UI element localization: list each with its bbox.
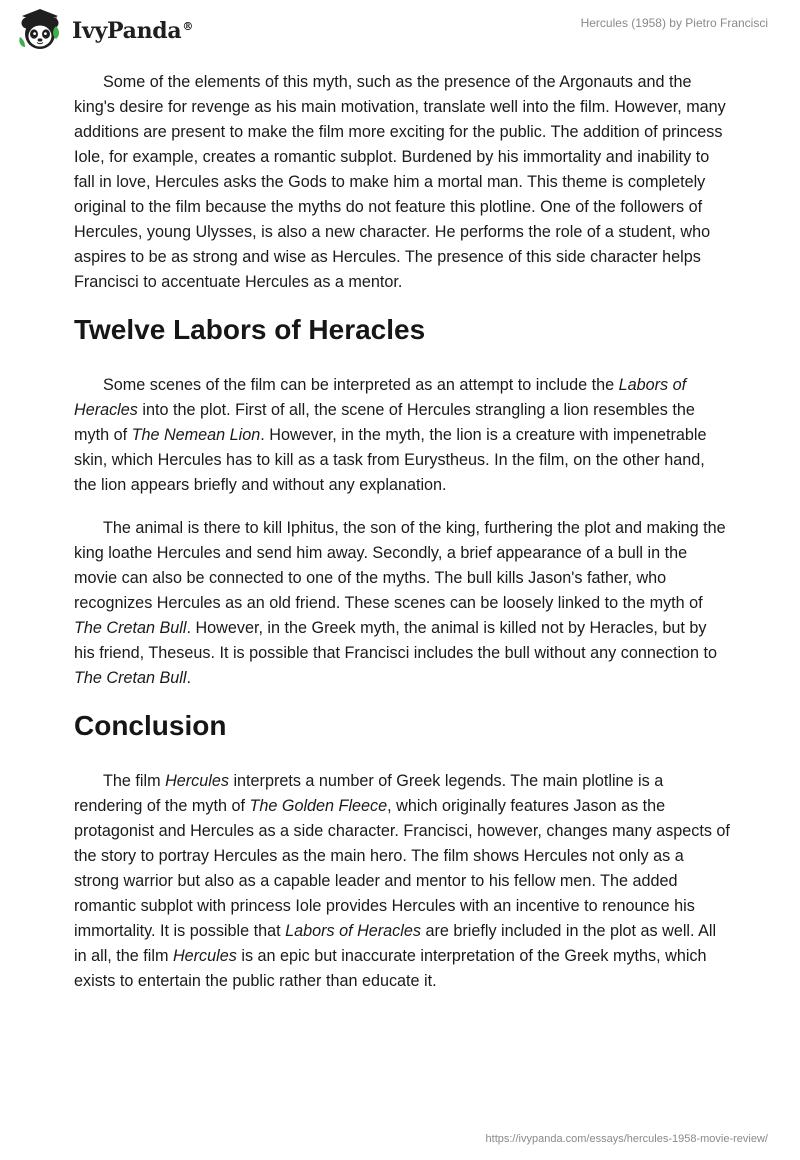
heading-twelve-labors: Twelve Labors of Heracles	[74, 314, 426, 345]
essay-body	[74, 70, 730, 1012]
italic-cretan-bull: The Cretan Bull	[74, 619, 187, 637]
logo-wordmark: IvyPanda®	[72, 18, 194, 44]
heading-conclusion: Conclusion	[74, 710, 227, 741]
page-header	[0, 0, 800, 60]
italic-hercules-2: Hercules	[172, 947, 237, 965]
document-title: Hercules (1958) by Pietro Francisci	[580, 16, 768, 30]
italic-labors-of-heracles-2: Labors of Heracles	[285, 922, 421, 940]
paragraph-conclusion: The film Hercules interprets a number of Greek legends. The main plotline is a rendering of the myth of The Golden Fleece, which originally features Jason as the protagonist and Hercules as a side character. Francisci, however, changes many aspects of the story to portray Hercules as the main hero. The film shows Hercules not only as a strong warrior but also as a capable leader and mentor to his fellow men. The added romantic subplot with princess Iole provides Hercules with an incentive to renounce his immortality. It is possible that Labors of Heracles are briefly included in the plot as well. All in all, the film Hercules is an epic but inaccurate interpretation of the Greek myths, which exists to entertain the public rather than educate it.	[74, 772, 730, 990]
italic-hercules: Hercules	[165, 772, 229, 790]
source-url[interactable]: https://ivypanda.com/essays/hercules-1958-movie-review/	[485, 1133, 768, 1145]
paragraph-argonauts: Some of the elements of this myth, such as the presence of the Argonauts and the king's desire for revenge as his main motivation, translate well into the film. However, many additions are present to make the film more exciting for the public. The addition of princess Iole, for example, creates a romantic subplot. Burdened by his immortality and inability to fall in love, Hercules asks the Gods to make him a mortal man. This theme is completely original to the film because the myths do not feature this plotline. One of the followers of Hercules, young Ulysses, is also a new character. He performs the role of a student, who aspires to be as strong and wise as Hercules. The presence of this side character helps Francisci to accentuate Hercules as a mentor.	[74, 73, 726, 291]
paragraph-lion: Some scenes of the film can be interpreted as an attempt to include the Labors of Heracles into the plot. First of all, the scene of Hercules strangling a lion resembles the myth of The Nemean Lion. However, in the myth, the lion is a creature with impenetrable skin, which Hercules has to kill as a task from Eurystheus. In the film, on the other hand, the lion appears briefly and without any explanation.	[74, 376, 707, 494]
panda-graduation-cap-icon	[14, 6, 66, 54]
italic-cretan-bull-2: The Cretan Bull	[74, 669, 187, 687]
italic-labors-of-heracles: Labors of Heracles	[74, 376, 687, 419]
italic-nemean-lion: The Nemean Lion	[131, 426, 261, 444]
ivypanda-logo[interactable]	[14, 6, 193, 54]
paragraph-bull: The animal is there to kill Iphitus, the son of the king, furthering the plot and making the king loathe Hercules and send him away. Secondly, a brief appearance of a bull in the movie can also be connected to one of the myths. The bull kills Jason's father, who recognizes Hercules as an old friend. These scenes can be loosely linked to the myth of The Cretan Bull. However, in the Greek myth, the animal is killed not by Heracles, but by his friend, Theseus. It is possible that Francisci includes the bull without any connection to The Cretan Bull.	[74, 519, 726, 687]
italic-golden-fleece: The Golden Fleece	[249, 797, 388, 815]
